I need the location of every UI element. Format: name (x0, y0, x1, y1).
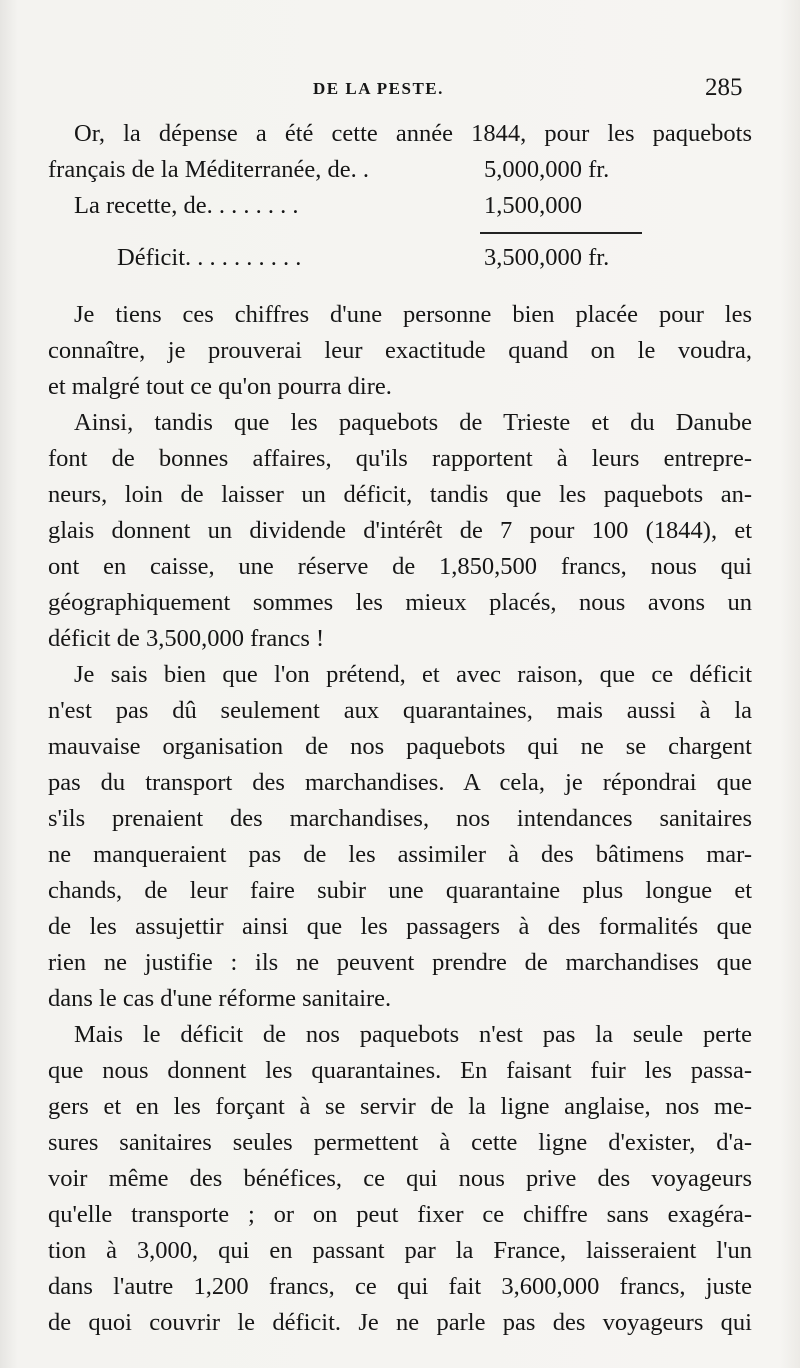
ledger-intro-line: Or, la dépense a été cette année 1844, pour les paquebots (74, 120, 752, 147)
text-line: font de bonnes affaires, qu'ils rapportent à leurs entrepre- (48, 445, 752, 472)
text-line: dans le cas d'une réforme sanitaire. (48, 985, 392, 1012)
text-line: de les assujettir ainsi que les passagers à des formalités que (48, 913, 752, 940)
text-line: glais donnent un dividende d'intérêt de 7 pour 100 (1844), et (48, 517, 752, 544)
text-line: qu'elle transporte ; or on peut fixer ce chiffre sans exagéra- (48, 1201, 752, 1228)
text-line: s'ils prenaient des marchandises, nos intendances sanitaires (48, 805, 752, 832)
text-line: Je tiens ces chiffres d'une personne bien placée pour les (74, 301, 752, 328)
running-title: DE LA PESTE. (313, 79, 444, 98)
text-line: mauvaise organisation de nos paquebots qui ne se chargent (48, 733, 752, 760)
text-line: pas du transport des marchandises. A cela, je répondrai que (48, 769, 752, 796)
text-line: Mais le déficit de nos paquebots n'est pas la seule perte (74, 1021, 752, 1048)
text-line: chands, de leur faire subir une quarantaine plus longue et (48, 877, 752, 904)
text-line: connaître, je prouverai leur exactitude quand on le voudra, (48, 337, 752, 364)
page-number: 285 (705, 74, 743, 101)
text-line: que nous donnent les quarantaines. En faisant fuir les passa- (48, 1057, 752, 1084)
sum-rule (480, 232, 642, 234)
text-line: gers et en les forçant à se servir de la ligne anglaise, nos me- (48, 1093, 752, 1120)
text-line: rien ne justifie : ils ne peuvent prendre de marchandises que (48, 949, 752, 976)
receipts-amount: 1,500,000 (484, 192, 582, 219)
text-line: voir même des bénéfices, ce qui nous prive des voyageurs (48, 1165, 752, 1192)
text-line: déficit de 3,500,000 francs ! (48, 625, 325, 652)
text-line: Je sais bien que l'on prétend, et avec raison, que ce déficit (74, 661, 752, 688)
text-line: et malgré tout ce qu'on pourra dire. (48, 373, 392, 400)
text-line: tion à 3,000, qui en passant par la France, laisseraient l'un (48, 1237, 752, 1264)
expense-label: français de la Méditerranée, de. . (48, 156, 370, 183)
text-line: sures sanitaires seules permettent à cette ligne d'exister, d'a- (48, 1129, 752, 1156)
text-line: ont en caisse, une réserve de 1,850,500 francs, nous qui (48, 553, 752, 580)
deficit-label: Déficit. . . . . . . . . . (117, 244, 302, 271)
deficit-amount: 3,500,000 fr. (484, 244, 610, 271)
text-line: dans l'autre 1,200 francs, ce qui fait 3,600,000 francs, juste (48, 1273, 752, 1300)
text-line: n'est pas dû seulement aux quarantaines, mais aussi à la (48, 697, 752, 724)
text-line: ne manqueraient pas de les assimiler à des bâtimens mar- (48, 841, 752, 868)
text-line: géographiquement sommes les mieux placés, nous avons un (48, 589, 752, 616)
receipts-label: La recette, de. . . . . . . . (74, 192, 299, 219)
text-line: neurs, loin de laisser un déficit, tandis que les paquebots an- (48, 481, 752, 508)
text-line: Ainsi, tandis que les paquebots de Trieste et du Danube (74, 409, 752, 436)
text-line: de quoi couvrir le déficit. Je ne parle pas des voyageurs qui (48, 1309, 752, 1336)
expense-amount: 5,000,000 fr. (484, 156, 610, 183)
page-header (0, 76, 800, 106)
